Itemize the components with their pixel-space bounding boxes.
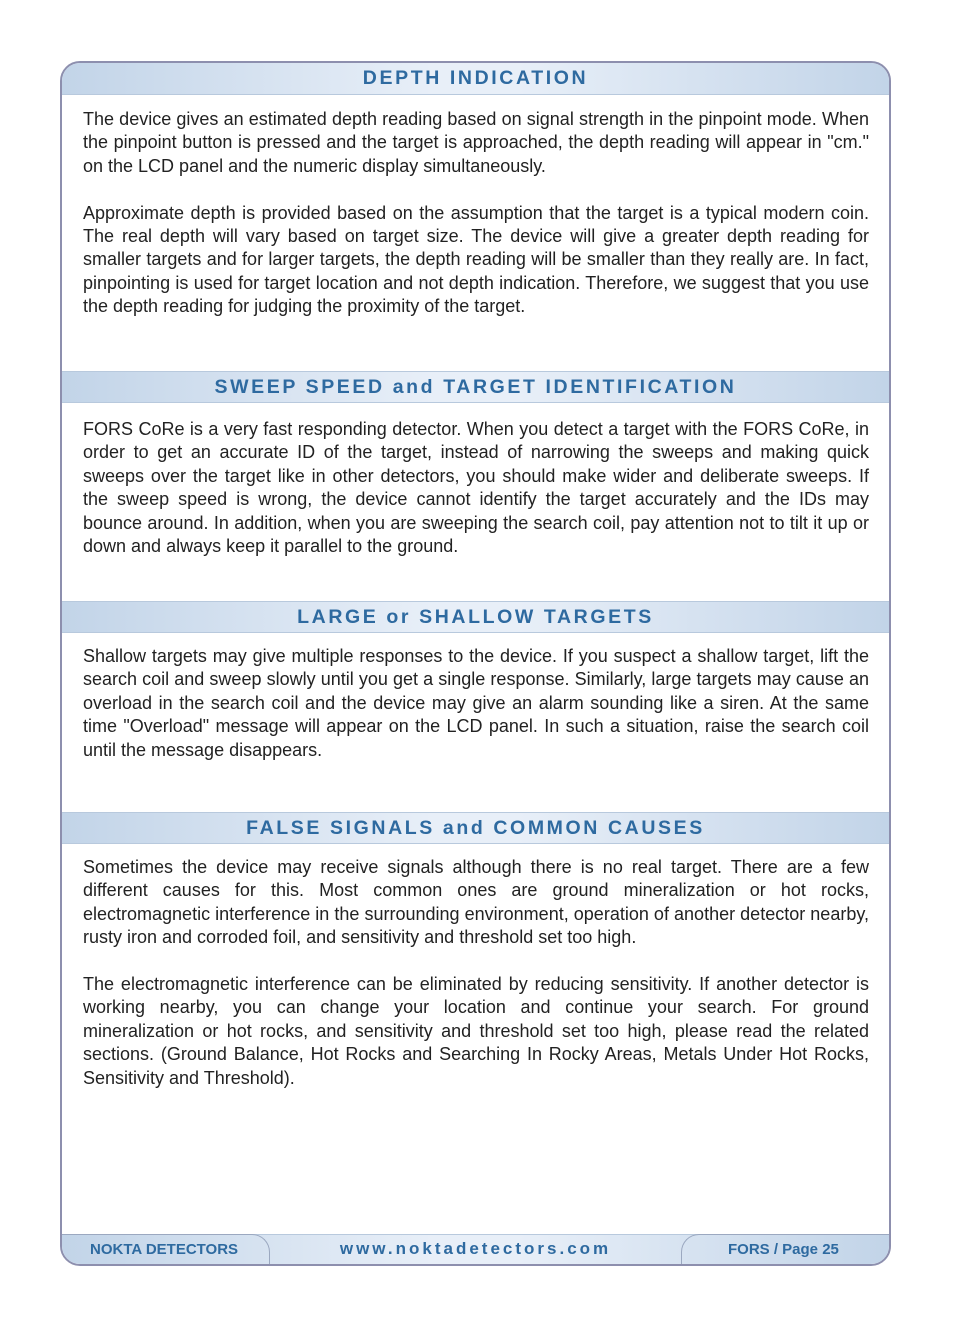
section-body-large-shallow-targets bbox=[83, 645, 869, 762]
paragraph: The device gives an estimated depth reading based on signal strength in the pinpoint mode. When the pinpoint button is pressed and the target is approached, the depth reading will appear in "cm." on the LCD panel and the numeric display simultaneously. bbox=[83, 109, 869, 176]
footer-brand: NOKTA DETECTORS bbox=[62, 1234, 270, 1264]
paragraph: Approximate depth is provided based on the assumption that the target is a typical modern coin. The real depth will vary based on target size. The device will give a greater depth reading for smaller targets and for larger targets, the depth reading will be smaller than they really are. In fact, pinpointing is used for target location and not depth indication. Therefore, we suggest that you use the depth reading for judging the proximity of the target. bbox=[83, 202, 869, 317]
section-body-false-signals bbox=[83, 856, 869, 1090]
section-body-depth-indication bbox=[83, 108, 869, 319]
section-header-depth-indication bbox=[62, 63, 889, 95]
section-header-false-signals bbox=[62, 812, 889, 844]
section-header-sweep-speed bbox=[62, 371, 889, 403]
paragraph: Sometimes the device may receive signals although there is no real target. There are a few different causes for this. Most common ones are ground mineralization or hot rocks, electromagnetic interference in the surrounding environment, operation of another detector nearby, rusty iron and corroded foil, and sensitivity and threshold set too high. bbox=[83, 857, 869, 948]
section-header-large-shallow-targets bbox=[62, 601, 889, 633]
section-title: SWEEP SPEED and TARGET IDENTIFICATION bbox=[214, 375, 737, 398]
section-title: FALSE SIGNALS and COMMON CAUSES bbox=[246, 816, 705, 839]
footer-page-number: FORS / Page 25 bbox=[681, 1234, 889, 1264]
paragraph: The electromagnetic interference can be eliminated by reducing sensitivity. If another detector is working nearby, you can change your location and continue your search. For ground mineralization or hot rocks, and sensitivity and threshold set too high, please read the related sections. (Ground Balance, Hot Rocks and Searching In Rocky Areas, Metals Under Hot Rocks, Sensitivity and Threshold). bbox=[83, 974, 869, 1088]
section-title: DEPTH INDICATION bbox=[362, 67, 589, 89]
paragraph: Shallow targets may give multiple responses to the device. If you suspect a shallow target, lift the search coil and sweep slowly until you get a single response. Similarly, large targets may cause an overload in the search coil and the device may give an alarm sounding like a siren. At the same time "Overload" message will appear on the LCD panel. In such a situation, raise the search coil until the message disappears. bbox=[83, 646, 869, 760]
page-frame bbox=[60, 61, 891, 1266]
section-title: LARGE or SHALLOW TARGETS bbox=[297, 605, 654, 628]
footer-website-link[interactable]: www.noktadetectors.com bbox=[339, 1239, 612, 1258]
paragraph: FORS CoRe is a very fast responding detector. When you detect a target with the FORS CoRe, in order to get an accurate ID of the target, instead of narrowing the sweeps and making quick sweeps over the target like in other detectors, you should make wider and deliberate sweeps. If the sweep speed is wrong, the device cannot identify the target accurately and the IDs may bounce around. In addition, when you are sweeping the search coil, pay attention not to tilt it up or down and always keep it parallel to the ground. bbox=[83, 419, 869, 557]
section-body-sweep-speed bbox=[83, 418, 869, 558]
page-footer bbox=[62, 1234, 889, 1264]
